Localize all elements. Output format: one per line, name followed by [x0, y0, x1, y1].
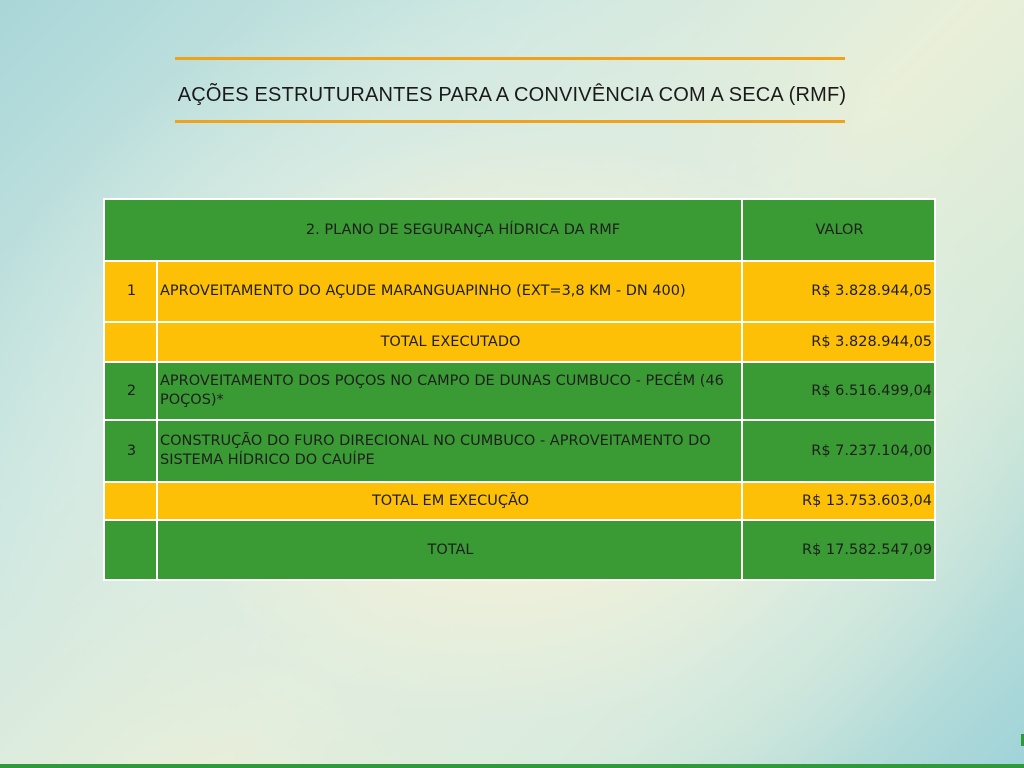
row-description: APROVEITAMENTO DO AÇUDE MARANGUAPINHO (EXT=3,8 KM - DN 400)	[157, 261, 742, 322]
total-in-execution-value: R$ 13.753.603,04	[742, 482, 935, 520]
table-row	[104, 261, 935, 322]
row-number: 2	[104, 362, 157, 420]
total-executed-value: R$ 3.828.944,05	[742, 322, 935, 362]
table-header-row	[104, 199, 935, 261]
row-value: R$ 7.237.104,00	[742, 420, 935, 482]
row-description: APROVEITAMENTO DOS POÇOS NO CAMPO DE DUNAS CUMBUCO - PECÉM (46 POÇOS)*	[157, 362, 742, 420]
row-value: R$ 6.516.499,04	[742, 362, 935, 420]
total-executed-row	[104, 322, 935, 362]
total-in-execution-label: TOTAL EM EXECUÇÃO	[157, 482, 742, 520]
footer-bar	[0, 764, 1024, 768]
header-value: VALOR	[742, 199, 935, 261]
row-value: R$ 3.828.944,05	[742, 261, 935, 322]
table-row	[104, 420, 935, 482]
header-plan: 2. PLANO DE SEGURANÇA HÍDRICA DA RMF	[104, 199, 742, 261]
row-number: 3	[104, 420, 157, 482]
total-executed-label: TOTAL EXECUTADO	[157, 322, 742, 362]
table-row	[104, 362, 935, 420]
total-in-execution-row	[104, 482, 935, 520]
title-rule-bottom	[175, 120, 845, 123]
page-title: AÇÕES ESTRUTURANTES PARA A CONVIVÊNCIA COM A SECA (RMF)	[177, 84, 847, 106]
row-number-empty	[104, 520, 157, 580]
grand-total-row	[104, 520, 935, 580]
row-number-empty	[104, 482, 157, 520]
row-description: CONSTRUÇÃO DO FURO DIRECIONAL NO CUMBUCO - APROVEITAMENTO DO SISTEMA HÍDRICO DO CAUÍPE	[157, 420, 742, 482]
grand-total-value: R$ 17.582.547,09	[742, 520, 935, 580]
water-security-table	[103, 198, 934, 581]
title-rule-top	[175, 57, 845, 60]
grand-total-label: TOTAL	[157, 520, 742, 580]
row-number: 1	[104, 261, 157, 322]
row-number-empty	[104, 322, 157, 362]
